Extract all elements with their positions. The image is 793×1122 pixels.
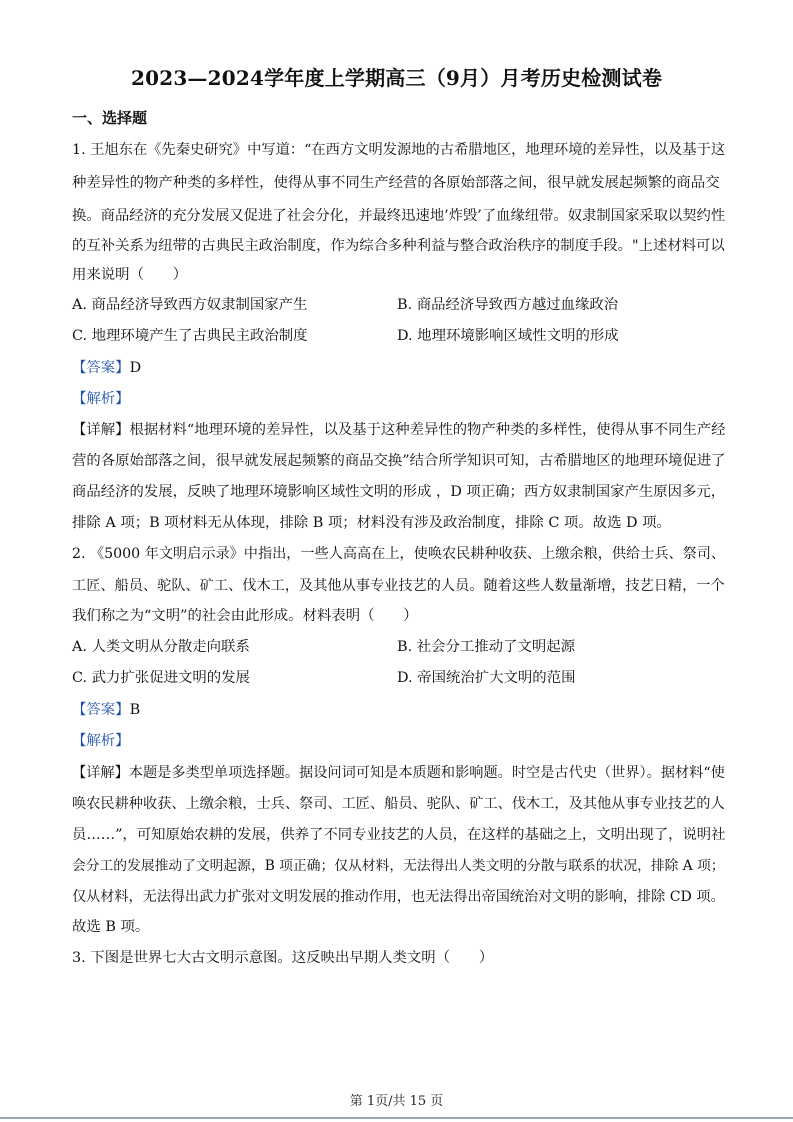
- analysis-tag: 【解析】: [72, 391, 130, 407]
- detail-line: [72, 763, 725, 783]
- stem-line: 种差异性的物产种类的多样性，使得从事不同生产经营的各原始部落之间，很早就发展起频繁的商品交: [72, 175, 720, 191]
- option-d: D. 地理环境影响区域性文明的形成: [397, 328, 619, 344]
- stem-line: 工匠、船员、驼队、矿工、伐木工，及其他从事专业技艺的人员。随着这些人数量渐增，技艺日精，一个: [72, 578, 725, 594]
- detail-line: 排除 A 项；B 项材料无从体现，排除 B 项；材料没有涉及政治制度，排除 C 项。故选 D 项。: [72, 515, 671, 531]
- stem-line: 1. 王旭东在《先秦史研究》中写道：“在西方文明发源地的古希腊地区，地理环境的差异性，以及基于这: [72, 142, 726, 158]
- detail-line: 员……”，可知原始农耕的发展，供养了不同专业技艺的人员，在这样的基础之上，文明出现了，说明社: [72, 827, 726, 843]
- option-c: C. 武力扩张促进文明的发展: [72, 670, 250, 686]
- option-c: C. 地理环境产生了古典民主政治制度: [72, 328, 308, 344]
- answer-line: [72, 358, 141, 378]
- stem-line: 的互补关系为纽带的古典民主政治制度，作为综合多种利益与整合政治秩序的制度手段。"上述材料可以: [72, 238, 725, 254]
- detail-text: 根据材料“地理环境的差异性，以及基于这种差异性的物产种类的多样性，使得从事不同生产经: [129, 422, 726, 438]
- analysis-line: [72, 389, 130, 409]
- analysis-line: [72, 731, 130, 751]
- option-a: A. 商品经济导致西方奴隶制国家产生: [72, 297, 308, 313]
- stem-line: 换。商品经济的充分发展又促进了社会分化，并最终迅速地’炸毁’了血缘纽带。奴隶制国家采取以契约性: [72, 208, 726, 224]
- bottom-rule: [0, 1117, 793, 1119]
- answer-tag: 【答案】: [72, 360, 130, 376]
- answer-tag: 【答案】: [72, 702, 130, 718]
- detail-line: 商品经济的发展，反映了地理环境影响区域性文明的形成 ，D 项正确；西方奴隶制国家产生原因多元，: [72, 484, 726, 500]
- option-b: B. 社会分工推动了文明起源: [397, 639, 576, 655]
- stem-line: 用来说明（ ）: [72, 267, 188, 283]
- page-title: 2023—2024学年度上学期高三（9月）月考历史检测试卷: [130, 66, 663, 90]
- detail-line: 故选 B 项。: [72, 919, 150, 935]
- detail-tag: 【详解】: [72, 765, 129, 781]
- option-b: B. 商品经济导致西方越过血缘政治: [397, 297, 619, 313]
- question-3-stem: 3. 下图是世界七大古文明示意图。这反映出早期人类文明（ ）: [72, 950, 494, 966]
- detail-line: 会分工的发展推动了文明起源，B 项正确；仅从材料，无法得出人类文明的分散与联系的状况，排除 A 项；: [72, 858, 725, 874]
- section-heading: 一、选择题: [72, 109, 148, 127]
- detail-line: [72, 420, 726, 440]
- stem-line: 2. 《5000 年文明启示录》中指出，一些人高高在上，使唤农民耕种收获、上缴余粮，供给士兵、祭司、: [72, 546, 726, 562]
- option-a: A. 人类文明从分散走向联系: [72, 639, 250, 655]
- detail-line: 唤农民耕种收获、上缴余粮，士兵、祭司、工匠、船员、驼队、矿工、伐木工，及其他从事专业技艺的人: [72, 796, 725, 812]
- answer-value: D: [129, 360, 142, 376]
- detail-tag: 【详解】: [72, 422, 130, 438]
- page-footer: 第 1页/共 15 页: [349, 1094, 444, 1109]
- detail-line: 仅从材料，无法得出武力扩张对文明发展的推动作用，也无法得出帝国统治对文明的影响，排除 CD 项。: [72, 889, 725, 905]
- option-d: D. 帝国统治扩大文明的范围: [397, 670, 576, 686]
- analysis-tag: 【解析】: [72, 733, 130, 749]
- answer-line: [72, 700, 140, 720]
- detail-text: 本题是多类型单项选择题。据设问词可知是本质题和影响题。时空是古代史（世界）。据材料“使: [128, 765, 725, 781]
- detail-line: 营的各原始部落之间，很早就发展起频繁的商品交换”结合所学知识可知，古希腊地区的地理环境促进了: [72, 453, 726, 469]
- stem-line: 我们称之为“文明”的社会由此形成。材料表明（ ）: [72, 608, 418, 624]
- answer-value: B: [129, 702, 141, 718]
